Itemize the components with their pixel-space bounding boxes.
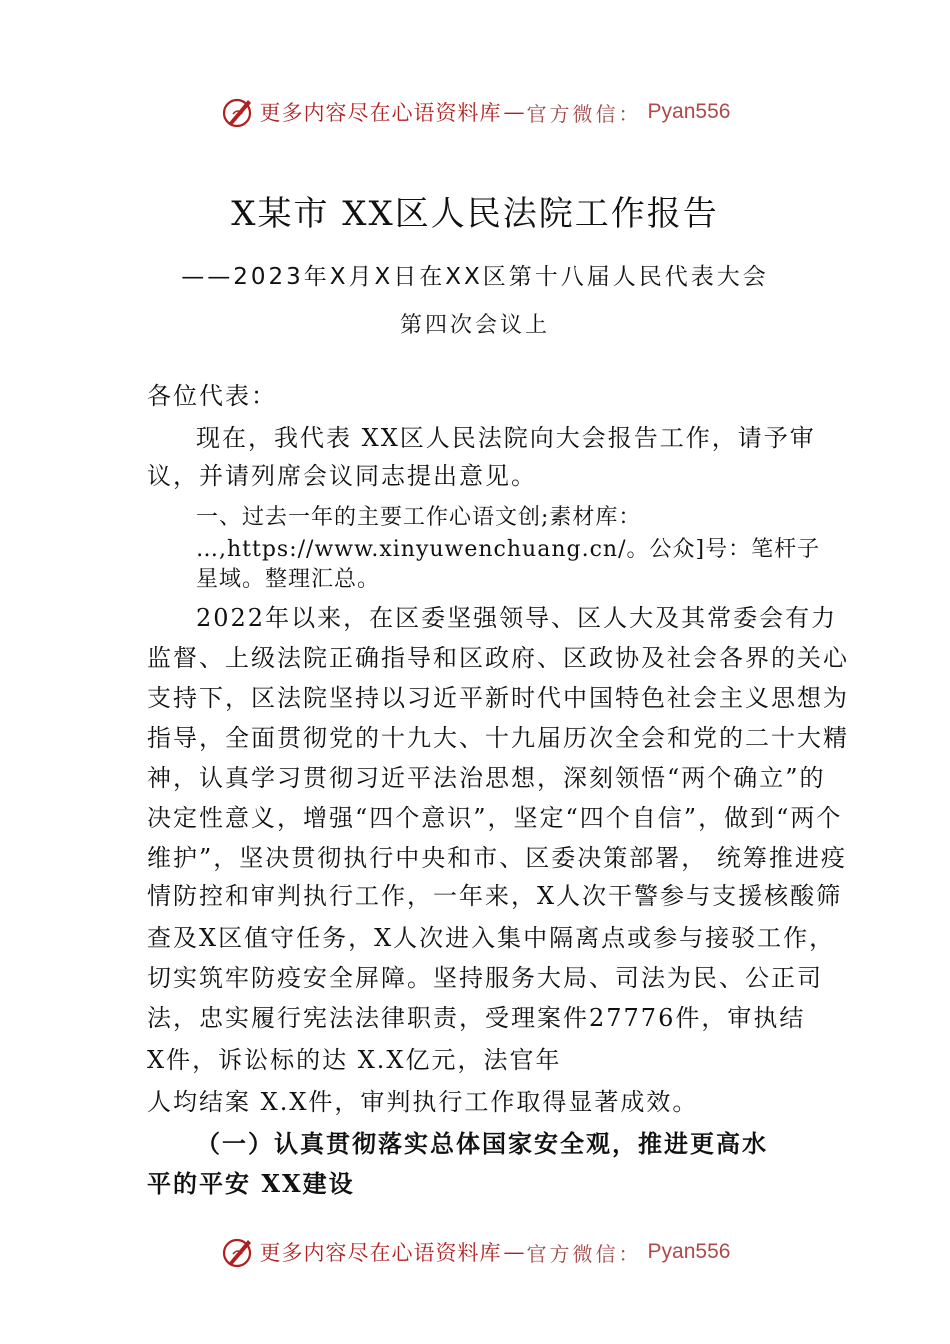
document-title: X某市 XX区人民法院工作报告 bbox=[231, 194, 719, 234]
banner-text: 更多内容尽在心语资料库 bbox=[259, 1241, 502, 1265]
body-line: 情防控和审判执行工作，一年来，X人次干警参与支援核酸筛 bbox=[147, 882, 843, 910]
body-line: 监督、上级法院正确指导和区政府、区政协及社会各界的关心 bbox=[147, 644, 849, 672]
salutation: 各位代表： bbox=[147, 382, 277, 410]
body-line: 支持下，区法院坚持以习近平新时代中国特色社会主义思想为 bbox=[147, 684, 849, 712]
banner-wechat-label: 官方微信： bbox=[526, 1241, 642, 1266]
body-line: …,https://www.xinyuwenchuang.cn/。公众]号：笔杆子 bbox=[196, 537, 821, 562]
banner-dash: — bbox=[503, 1240, 525, 1264]
subsection-heading: 平的平安 XX建设 bbox=[147, 1169, 355, 1198]
subsection-heading: （一）认真贯彻落实总体国家安全观，推进更高水 bbox=[196, 1129, 768, 1158]
section-heading: 一、过去一年的主要工作心语文创;素材库： bbox=[196, 505, 642, 530]
document-subtitle-line1: ——2023年X月X日在XX区第十八届人民代表大会 bbox=[181, 264, 769, 290]
banner-wechat-id: Pyan556 bbox=[647, 1240, 731, 1263]
body-line: 神，认真学习贯彻习近平法治思想，深刻领悟“两个确立”的 bbox=[147, 764, 826, 792]
footer-banner bbox=[0, 1232, 950, 1272]
body-line: 维护”，坚决贯彻执行中央和市、区委决策部署， 统筹推进疫 bbox=[147, 844, 847, 872]
body-line: 指导，全面贯彻党的十九大、十九届历次全会和党的二十大精 bbox=[147, 724, 849, 752]
body-line: 法，忠实履行宪法法律职责，受理案件27776件，审执结 bbox=[147, 1004, 806, 1032]
body-line: 切实筑牢防疫安全屏障。坚持服务大局、司法为民、公正司 bbox=[147, 964, 823, 992]
document-subtitle-line2: 第四次会议上 bbox=[399, 313, 550, 338]
body-line: 查及X区值守任务，X人次进入集中隔离点或参与接驳工作， bbox=[147, 924, 836, 952]
banner-text: 更多内容尽在心语资料库 bbox=[259, 101, 502, 125]
quill-logo-icon bbox=[220, 94, 256, 130]
banner-wechat-id: Pyan556 bbox=[647, 100, 731, 123]
body-line: 2022年以来，在区委坚强领导、区人大及其常委会有力 bbox=[196, 604, 838, 632]
body-line: 决定性意义，增强“四个意识”，坚定“四个自信”，做到“两个 bbox=[147, 804, 843, 832]
banner-dash: — bbox=[503, 100, 525, 124]
body-line: X件，诉讼标的达 X.X亿元，法官年 bbox=[147, 1046, 562, 1074]
body-line: 星域。整理汇总。 bbox=[196, 567, 381, 592]
banner-wechat-label: 官方微信： bbox=[526, 101, 642, 126]
body-line: 现在，我代表 XX区人民法院向大会报告工作，请予审 bbox=[196, 424, 816, 452]
quill-logo-icon bbox=[220, 1234, 256, 1270]
body-line: 议，并请列席会议同志提出意见。 bbox=[147, 462, 537, 490]
body-line: 人均结案 X.X件，审判执行工作取得显著成效。 bbox=[147, 1088, 699, 1116]
header-banner bbox=[0, 92, 950, 132]
